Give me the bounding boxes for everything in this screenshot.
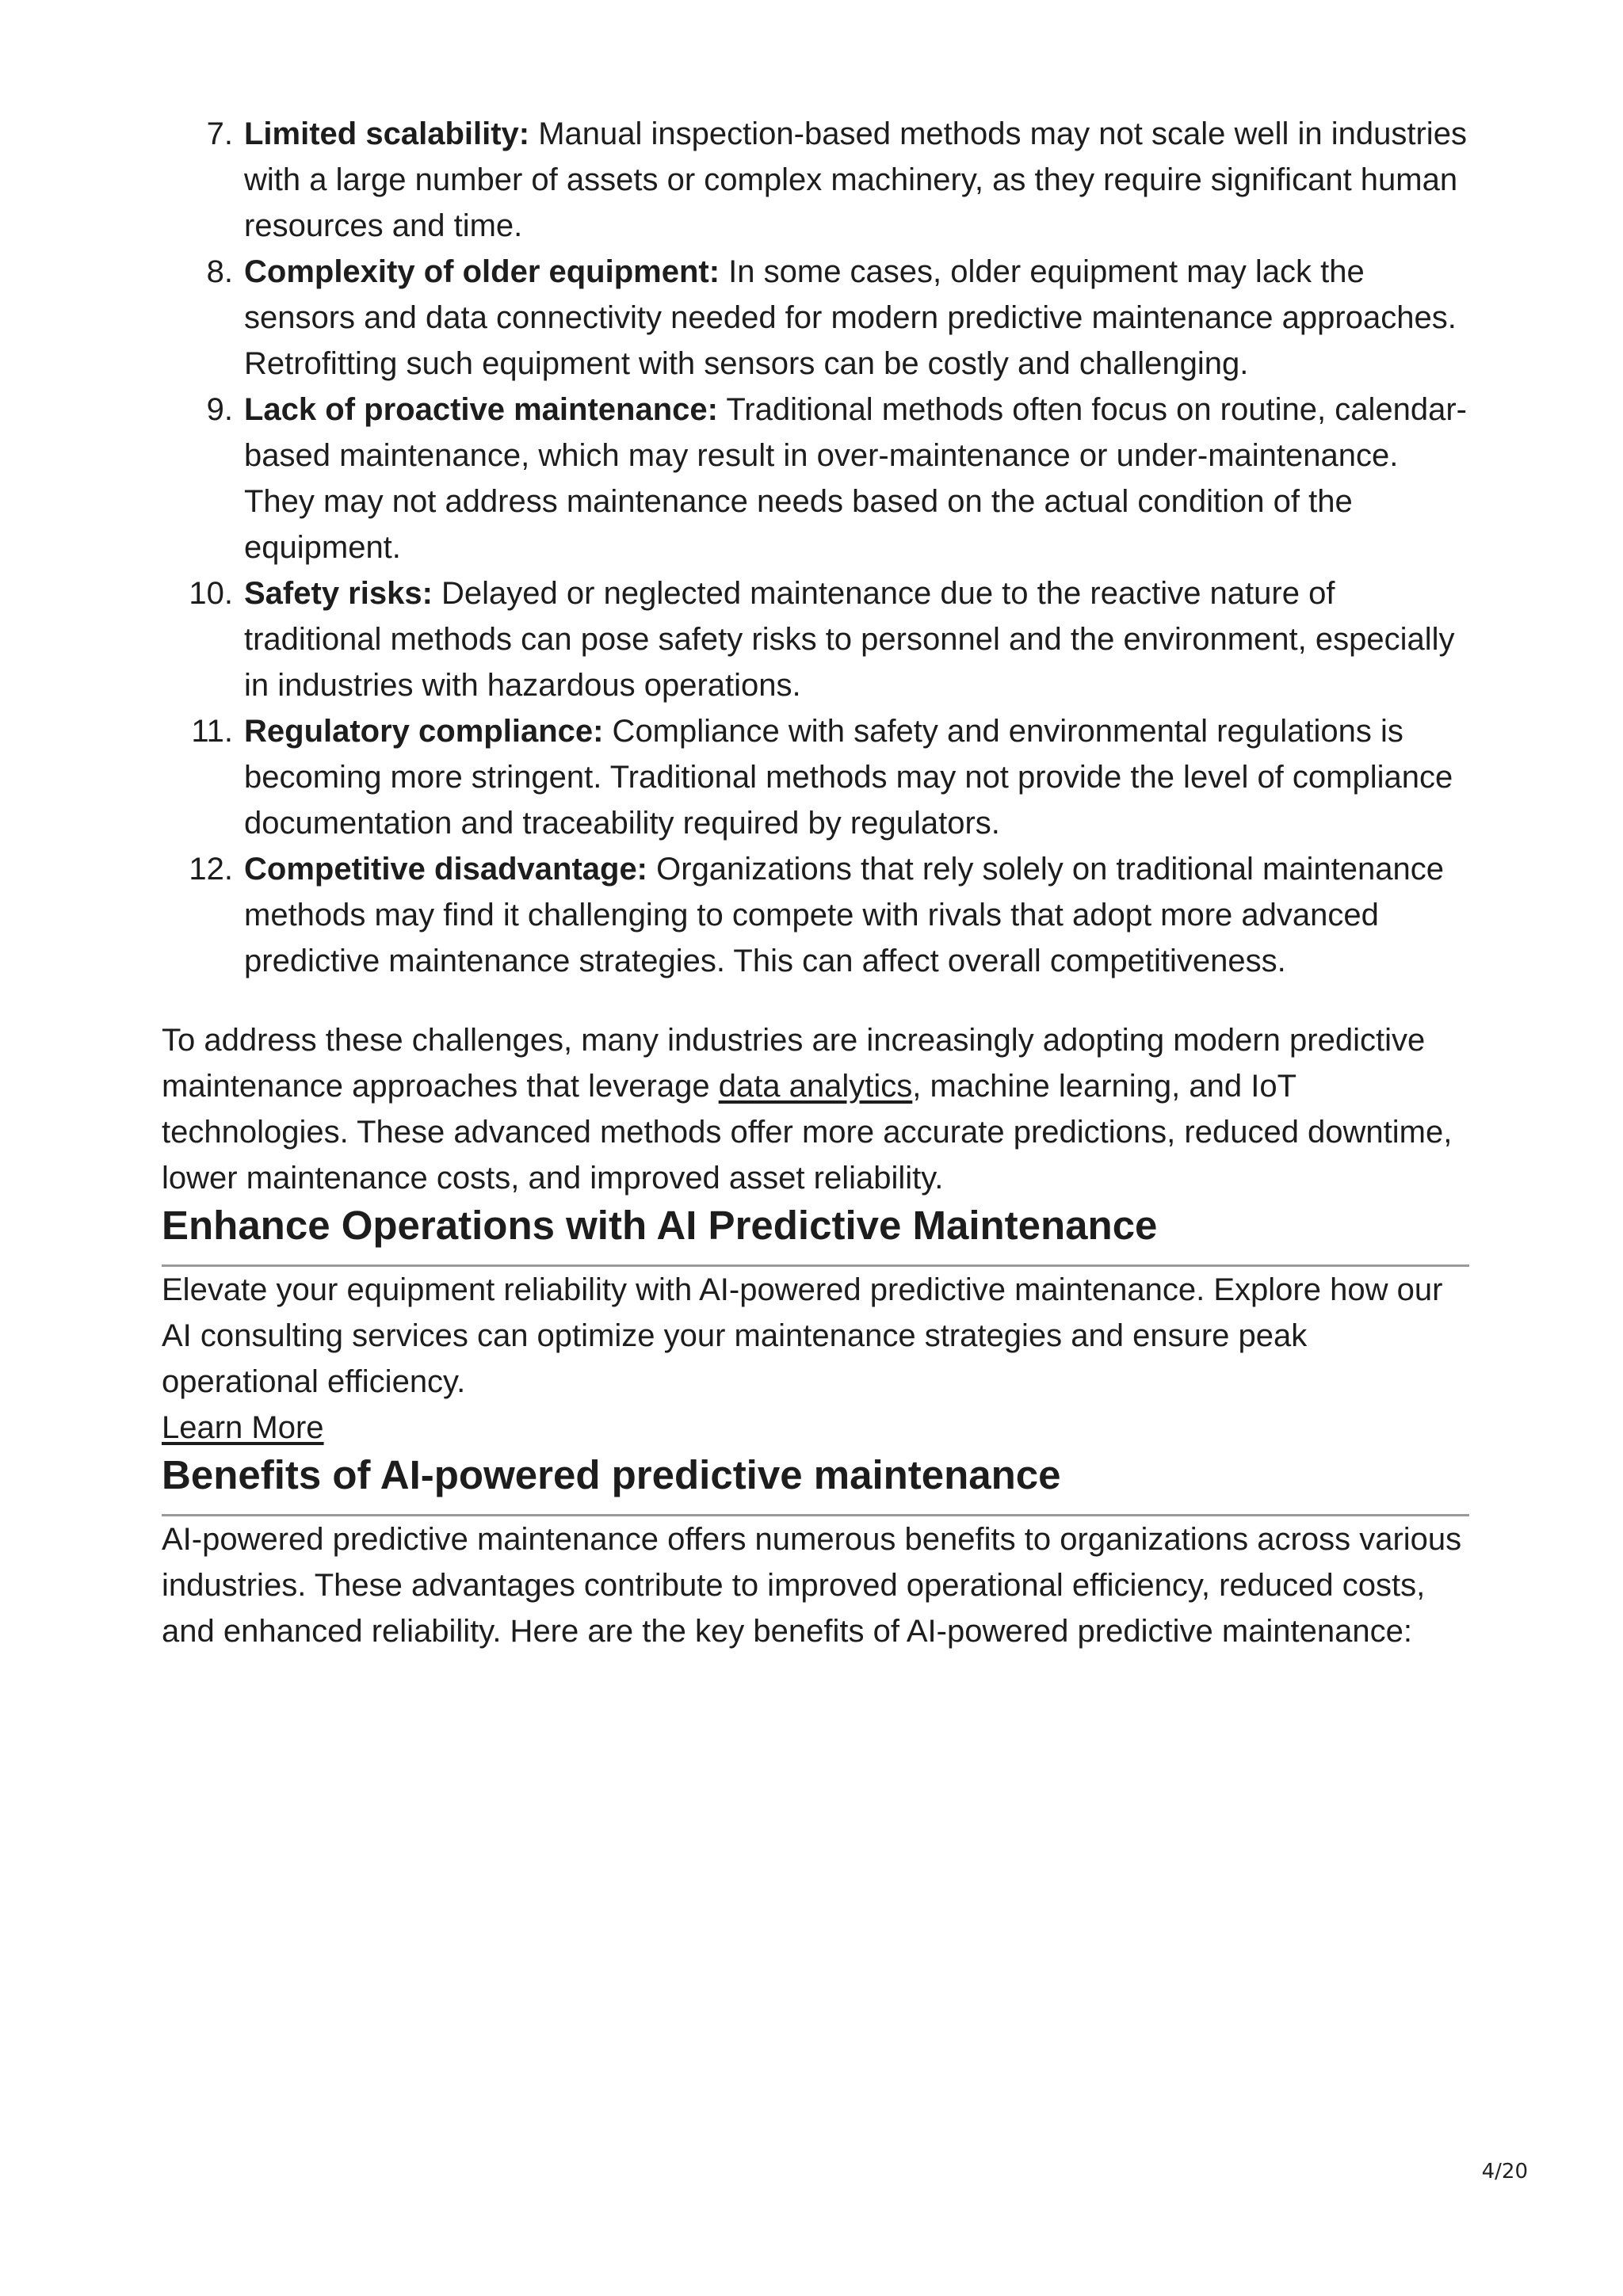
list-item [189, 570, 1469, 708]
list-item-title: Limited scalability: [244, 116, 530, 151]
list-item-text: Delayed or neglected maintenance due to the reactive nature of traditional methods can pose safety risks to personnel and the environment, especially in industries with hazardous operations. [244, 576, 1455, 703]
list-item [189, 846, 1469, 984]
list-item-text: Compliance with safety and environmental regulations is becoming more stringent. Traditional methods may not provide the level of compliance documentation and traceability required by regulators. [244, 714, 1453, 841]
list-item-number: 12. [189, 852, 233, 887]
data-analytics-link[interactable]: data analytics [718, 1069, 913, 1104]
challenges-list [162, 111, 1469, 984]
list-item-number: 11. [191, 714, 233, 749]
address-paragraph-tail: , machine learning, and IoT technologies. These advanced methods offer more accurate predictions, reduced downtime, lower maintenance costs, and improved asset reliability. [162, 1069, 1453, 1196]
list-item [206, 111, 1469, 249]
list-item-title: Complexity of older equipment: [244, 254, 720, 289]
learn-more-link[interactable]: Learn More [162, 1410, 324, 1445]
list-item-number: 10. [189, 576, 233, 611]
list-item [206, 387, 1469, 570]
list-item-title: Competitive disadvantage: [244, 852, 648, 887]
list-item-title: Regulatory compliance: [244, 714, 604, 749]
address-paragraph-lead: To address these challenges, many industries are increasingly adopting modern predictive maintenance approaches that leverage [162, 1023, 1426, 1104]
list-item-text: Organizations that rely solely on traditional maintenance methods may find it challenging to compete with rivals that adopt more advanced predictive maintenance strategies. This can affect overall competitiveness. [244, 852, 1445, 978]
benefits-section-heading: Benefits of AI-powered predictive maintenance [162, 1451, 1469, 1516]
list-item-title: Lack of proactive maintenance: [244, 392, 718, 427]
list-item-number: 7. [206, 116, 233, 151]
enhance-section-text: Elevate your equipment reliability with AI-powered predictive maintenance. Explore how our AI consulting services can optimize your maintenance strategies and ensure peak operational efficiency. [162, 1272, 1443, 1399]
list-item-number: 8. [206, 254, 233, 289]
list-item-title: Safety risks: [244, 576, 433, 611]
page-number: 4/20 [1481, 2160, 1528, 2183]
address-paragraph [162, 1017, 1469, 1201]
benefits-section-text: AI-powered predictive maintenance offers numerous benefits to organizations across various industries. These advantages contribute to improved operational efficiency, reduced costs, and enhanced reliability. Here are the key benefits of AI-powered predictive maintenance: [162, 1522, 1462, 1649]
list-item-number: 9. [206, 392, 233, 427]
list-item-text: Traditional methods often focus on routine, calendar-based maintenance, which may result in over-maintenance or under-maintenance. They may not address maintenance needs based on the actual condition of the equipment. [244, 392, 1467, 565]
list-item-text: Manual inspection-based methods may not scale well in industries with a large number of assets or complex machinery, as they require significant human resources and time. [244, 116, 1467, 243]
list-item-text: In some cases, older equipment may lack the sensors and data connectivity needed for modern predictive maintenance approaches. Retrofitting such equipment with sensors can be costly and challenging. [244, 254, 1457, 381]
list-item [206, 249, 1469, 387]
list-item [191, 708, 1469, 846]
enhance-section-heading: Enhance Operations with AI Predictive Maintenance [162, 1201, 1469, 1267]
document-page [162, 111, 1469, 1654]
